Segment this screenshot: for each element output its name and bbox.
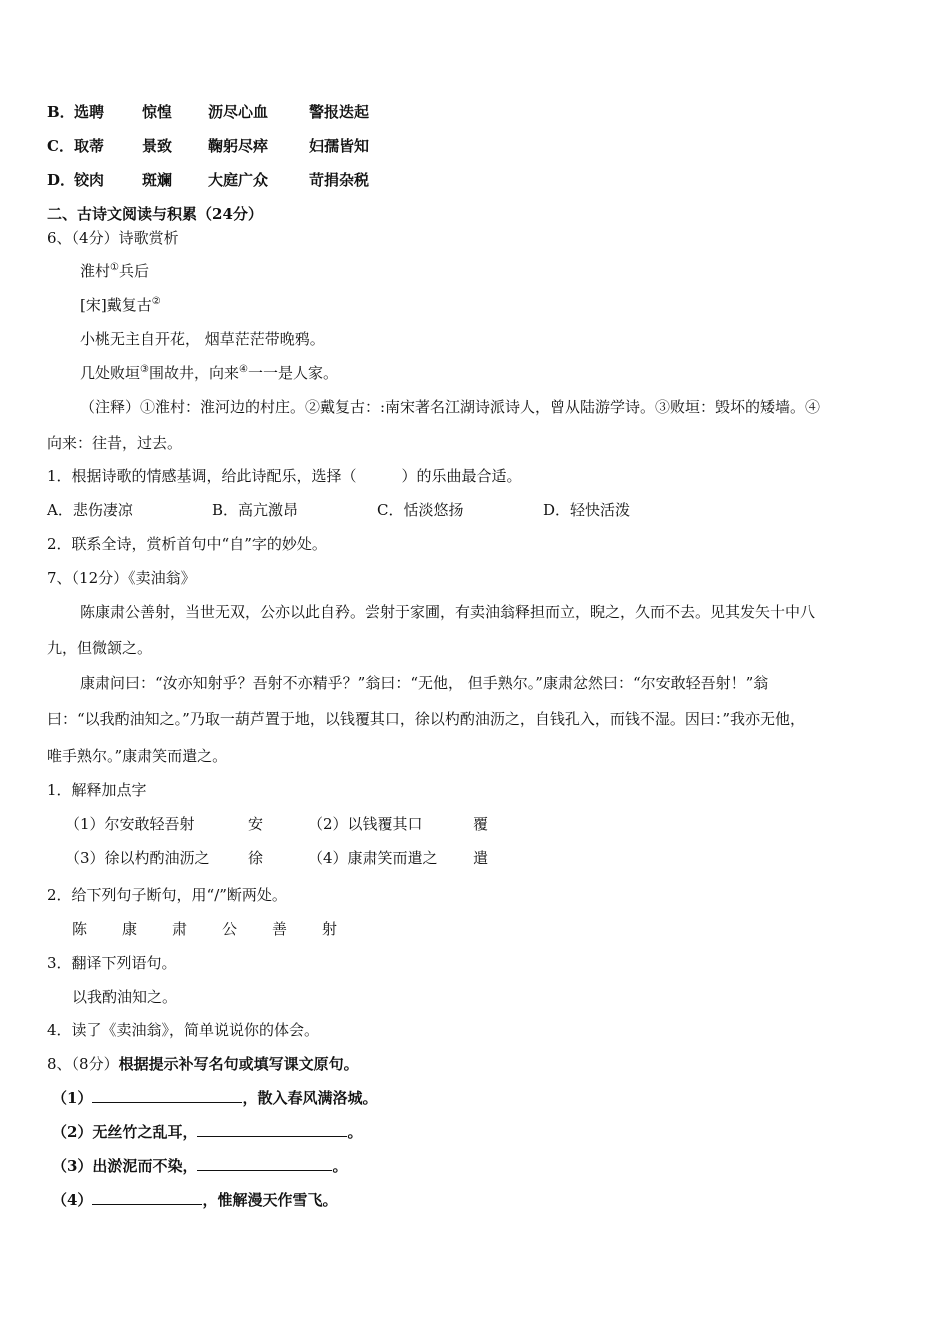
choice-d: D．轻快活泼 xyxy=(543,501,631,519)
fill-suffix: 。 xyxy=(332,1157,348,1175)
option-word: 沥尽心血 xyxy=(208,103,269,121)
explain-item: （2）以钱覆其口 xyxy=(308,815,423,833)
footnote-mark: ③ xyxy=(140,364,149,375)
poem-notes: （注释）①淮村：淮河边的村庄。②戴复古：:南宋著名江湖诗派诗人，曾从陆游学诗。③败垣：毁坏的矮墙。④ xyxy=(80,398,821,416)
q7-sub1: 1．解释加点字 xyxy=(47,781,147,799)
option-label: B． xyxy=(47,103,75,121)
option-word: 选聘 xyxy=(74,103,105,121)
explain-item: （1）尔安敢轻吾射 xyxy=(65,815,195,833)
answer-blank[interactable] xyxy=(197,1122,347,1137)
explain-word: 遣 xyxy=(473,849,489,867)
choice-b: B．高亢激昂 xyxy=(212,501,299,519)
explain-item: （3）徐以杓酌油沥之 xyxy=(65,849,210,867)
option-word: 取蒂 xyxy=(74,137,105,155)
q8-number: 8、（8分） xyxy=(47,1055,119,1073)
sentence-char: 康 xyxy=(122,920,138,938)
author-text: [宋]戴复古 xyxy=(80,296,152,314)
explain-word: 覆 xyxy=(473,815,489,833)
fill-item-2 xyxy=(52,1121,362,1143)
option-word: 苛捐杂税 xyxy=(309,171,370,189)
answer-blank[interactable] xyxy=(92,1190,202,1205)
option-word: 铰肉 xyxy=(74,171,105,189)
option-word: 鞠躬尽瘁 xyxy=(208,137,269,155)
passage-p2-line3: 唯手熟尔。”康肃笑而遣之。 xyxy=(47,747,228,765)
explain-word: 徐 xyxy=(248,849,264,867)
option-word: 妇孺皆知 xyxy=(309,137,370,155)
fill-prefix: （3）出淤泥而不染， xyxy=(52,1157,198,1175)
fill-item-4 xyxy=(52,1189,337,1211)
option-label: D． xyxy=(47,171,76,189)
sentence-char: 公 xyxy=(222,920,238,938)
poem-text: 一一是人家。 xyxy=(247,364,338,382)
option-word: 惊惶 xyxy=(142,103,173,121)
sentence-char: 善 xyxy=(272,920,288,938)
fill-suffix: 。 xyxy=(347,1123,363,1141)
poem-title-text: 淮村 xyxy=(80,262,111,280)
poem-title xyxy=(80,260,149,282)
answer-blank[interactable] xyxy=(92,1088,242,1103)
fill-item-1 xyxy=(52,1087,377,1109)
fill-suffix: ，惟解漫天作雪飞。 xyxy=(202,1191,338,1209)
explain-item: （4）康肃笑而遣之 xyxy=(308,849,438,867)
poem-text: 围故井，向来 xyxy=(148,364,239,382)
q7-sub3-text: 以我酌油知之。 xyxy=(72,988,178,1006)
passage-p1-line1: 陈康肃公善射，当世无双，公亦以此自矜。尝射于家圃，有卖油翁释担而立，睨之，久而不去。见其发矢十中八 xyxy=(80,603,816,621)
poem-notes-cont: 向来：往昔，过去。 xyxy=(47,434,183,452)
sentence-char: 陈 xyxy=(72,920,88,938)
passage-p2-line1: 康肃问曰：“汝亦知射乎？吾射不亦精乎？”翁曰：“无他， 但手熟尔。”康肃忿然曰：“尔安敢轻吾射！”翁 xyxy=(80,674,769,692)
fill-item-3 xyxy=(52,1155,347,1177)
footnote-mark: ① xyxy=(110,262,119,273)
fill-prefix: （2）无丝竹之乱耳， xyxy=(52,1123,198,1141)
option-word: 斑斓 xyxy=(142,171,173,189)
fill-prefix: （4） xyxy=(52,1191,93,1209)
q6-heading: 6、（4分）诗歌赏析 xyxy=(47,229,179,247)
passage-p1-line2: 九，但微颔之。 xyxy=(47,639,153,657)
poem-title-text: 兵后 xyxy=(118,262,149,280)
section-title: 二、古诗文阅读与积累（24分） xyxy=(47,205,263,223)
sentence-char: 肃 xyxy=(172,920,188,938)
passage-p2-line2: 曰：“以我酌油知之。”乃取一葫芦置于地，以钱覆其口，徐以杓酌油沥之，自钱孔入，而钱不湿。因曰：”我亦无他， xyxy=(47,710,806,728)
option-word: 景致 xyxy=(142,137,173,155)
fill-suffix: ，散入春风满洛城。 xyxy=(242,1089,378,1107)
option-word: 大庭广众 xyxy=(208,171,269,189)
explain-word: 安 xyxy=(248,815,264,833)
q8-heading xyxy=(47,1053,359,1075)
answer-blank[interactable] xyxy=(197,1156,332,1171)
q7-sub3: 3．翻译下列语句。 xyxy=(47,954,177,972)
option-label: C． xyxy=(47,137,74,155)
poem-text: 几处败垣 xyxy=(80,364,141,382)
sentence-char: 射 xyxy=(322,920,338,938)
q6-sub2: 2．联系全诗，赏析首句中“自”字的妙处。 xyxy=(47,535,327,553)
q7-heading: 7、（12分）《卖油翁》 xyxy=(47,569,196,587)
poem-line-1: 小桃无主自开花， 烟草茫茫带晚鸦。 xyxy=(80,330,325,348)
choice-c: C．恬淡悠扬 xyxy=(377,501,464,519)
q7-sub2: 2．给下列句子断句，用“/”断两处。 xyxy=(47,886,287,904)
poem-line-2 xyxy=(80,362,338,384)
q8-instruction: 根据提示补写名句或填写课文原句。 xyxy=(118,1055,359,1073)
choice-a: A．悲伤凄凉 xyxy=(47,501,133,519)
footnote-mark: ④ xyxy=(239,364,248,375)
footnote-mark: ② xyxy=(151,296,161,307)
fill-prefix: （1） xyxy=(52,1089,93,1107)
option-word: 警报迭起 xyxy=(309,103,370,121)
q7-sub4: 4．读了《卖油翁》，简单说说你的体会。 xyxy=(47,1021,320,1039)
q6-sub1: 1．根据诗歌的情感基调，给此诗配乐，选择（ ）的乐曲最合适。 xyxy=(47,467,522,485)
poem-author xyxy=(80,294,161,316)
